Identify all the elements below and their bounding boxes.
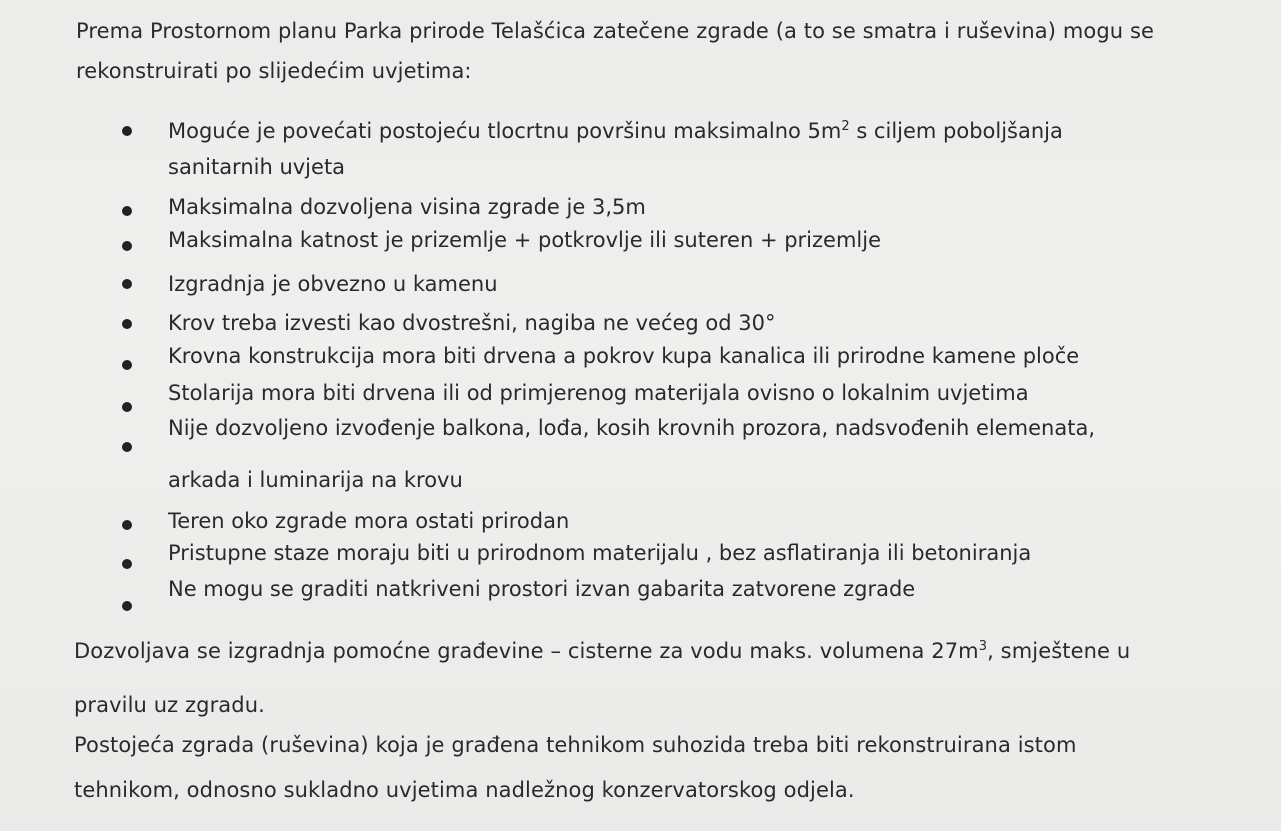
list-item — [0, 572, 1281, 612]
list-item — [0, 110, 1281, 179]
list-item-text: Krov treba izvesti kao dvostrešni, nagiba ne većeg od 30° — [168, 311, 776, 335]
superscript: 3 — [978, 639, 988, 654]
list-item-text-line-2: arkada i luminarija na krovu — [168, 468, 463, 492]
cistern-paragraph-line-2: pravilu uz zgradu. — [74, 693, 265, 717]
list-item-text: Krovna konstrukcija mora biti drvena a pokrov kupa kanalica ili prirodne kamene ploče — [168, 344, 1080, 368]
bullet-icon — [122, 126, 132, 136]
list-item — [0, 336, 1281, 376]
list-item-text-line-2: sanitarnih uvjeta — [168, 155, 346, 179]
bullet-icon — [122, 241, 132, 251]
list-item — [0, 408, 1281, 492]
bullet-icon — [122, 520, 132, 530]
drystone-paragraph-line-2: tehnikom, odnosno sukladno uvjetima nadležnog konzervatorskog odjela. — [74, 778, 855, 802]
list-item-text: Ne mogu se graditi natkriveni prostori izvan gabarita zatvorene zgrade — [168, 577, 916, 601]
bullet-icon — [122, 601, 132, 611]
list-item-text: Teren oko zgrade mora ostati prirodan — [168, 509, 570, 533]
list-item-text: Maksimalna katnost je prizemlje + potkrovlje ili suteren + prizemlje — [168, 228, 882, 252]
drystone-paragraph-line-1: Postojeća zgrada (ruševina) koja je građena tehnikom suhozida treba biti rekonstruirana istom — [74, 733, 1077, 757]
bullet-icon — [122, 360, 132, 370]
list-item — [0, 373, 1281, 413]
superscript: 2 — [841, 119, 850, 134]
list-item — [0, 264, 1281, 304]
bullet-icon — [122, 319, 132, 329]
bullet-icon — [122, 442, 132, 452]
list-item-text: Nije dozvoljeno izvođenje balkona, lođa, kosih krovnih prozora, nadsvođenih elemenata, — [168, 416, 1095, 440]
list-item — [0, 532, 1281, 572]
bullet-icon — [122, 559, 132, 569]
bullet-icon — [122, 206, 132, 216]
list-item-text: Pristupne staze moraju biti u prirodnom materijalu , bez asflatiranja ili betoniranja — [168, 541, 1032, 565]
intro-line-2: rekonstruirati po slijedećim uvjetima: — [76, 59, 472, 83]
list-item-text: Moguće je povećati postojeću tlocrtnu površinu maksimalno $5m^2$ s ciljem poboljšanja — [168, 119, 1063, 143]
list-item-text: Izgradnja je obvezno u kamenu — [168, 272, 498, 296]
list-item-text: Stolarija mora biti drvena ili od primjerenog materijala ovisno o lokalnim uvjetima — [168, 381, 1029, 405]
intro-line-1: Prema Prostornom planu Parka prirode Telašćica zatečene zgrade (a to se smatra i ruševina) mogu se — [76, 19, 1155, 43]
list-item-text: Maksimalna dozvoljena visina zgrade je 3,5m — [168, 195, 646, 219]
list-item — [0, 219, 1281, 259]
cistern-paragraph-line-1: Dozvoljava se izgradnja pomoćne građevine – cisterne za vodu maks. volumena $27m^3$, smještene u — [74, 639, 1131, 663]
bullet-icon — [122, 279, 132, 289]
